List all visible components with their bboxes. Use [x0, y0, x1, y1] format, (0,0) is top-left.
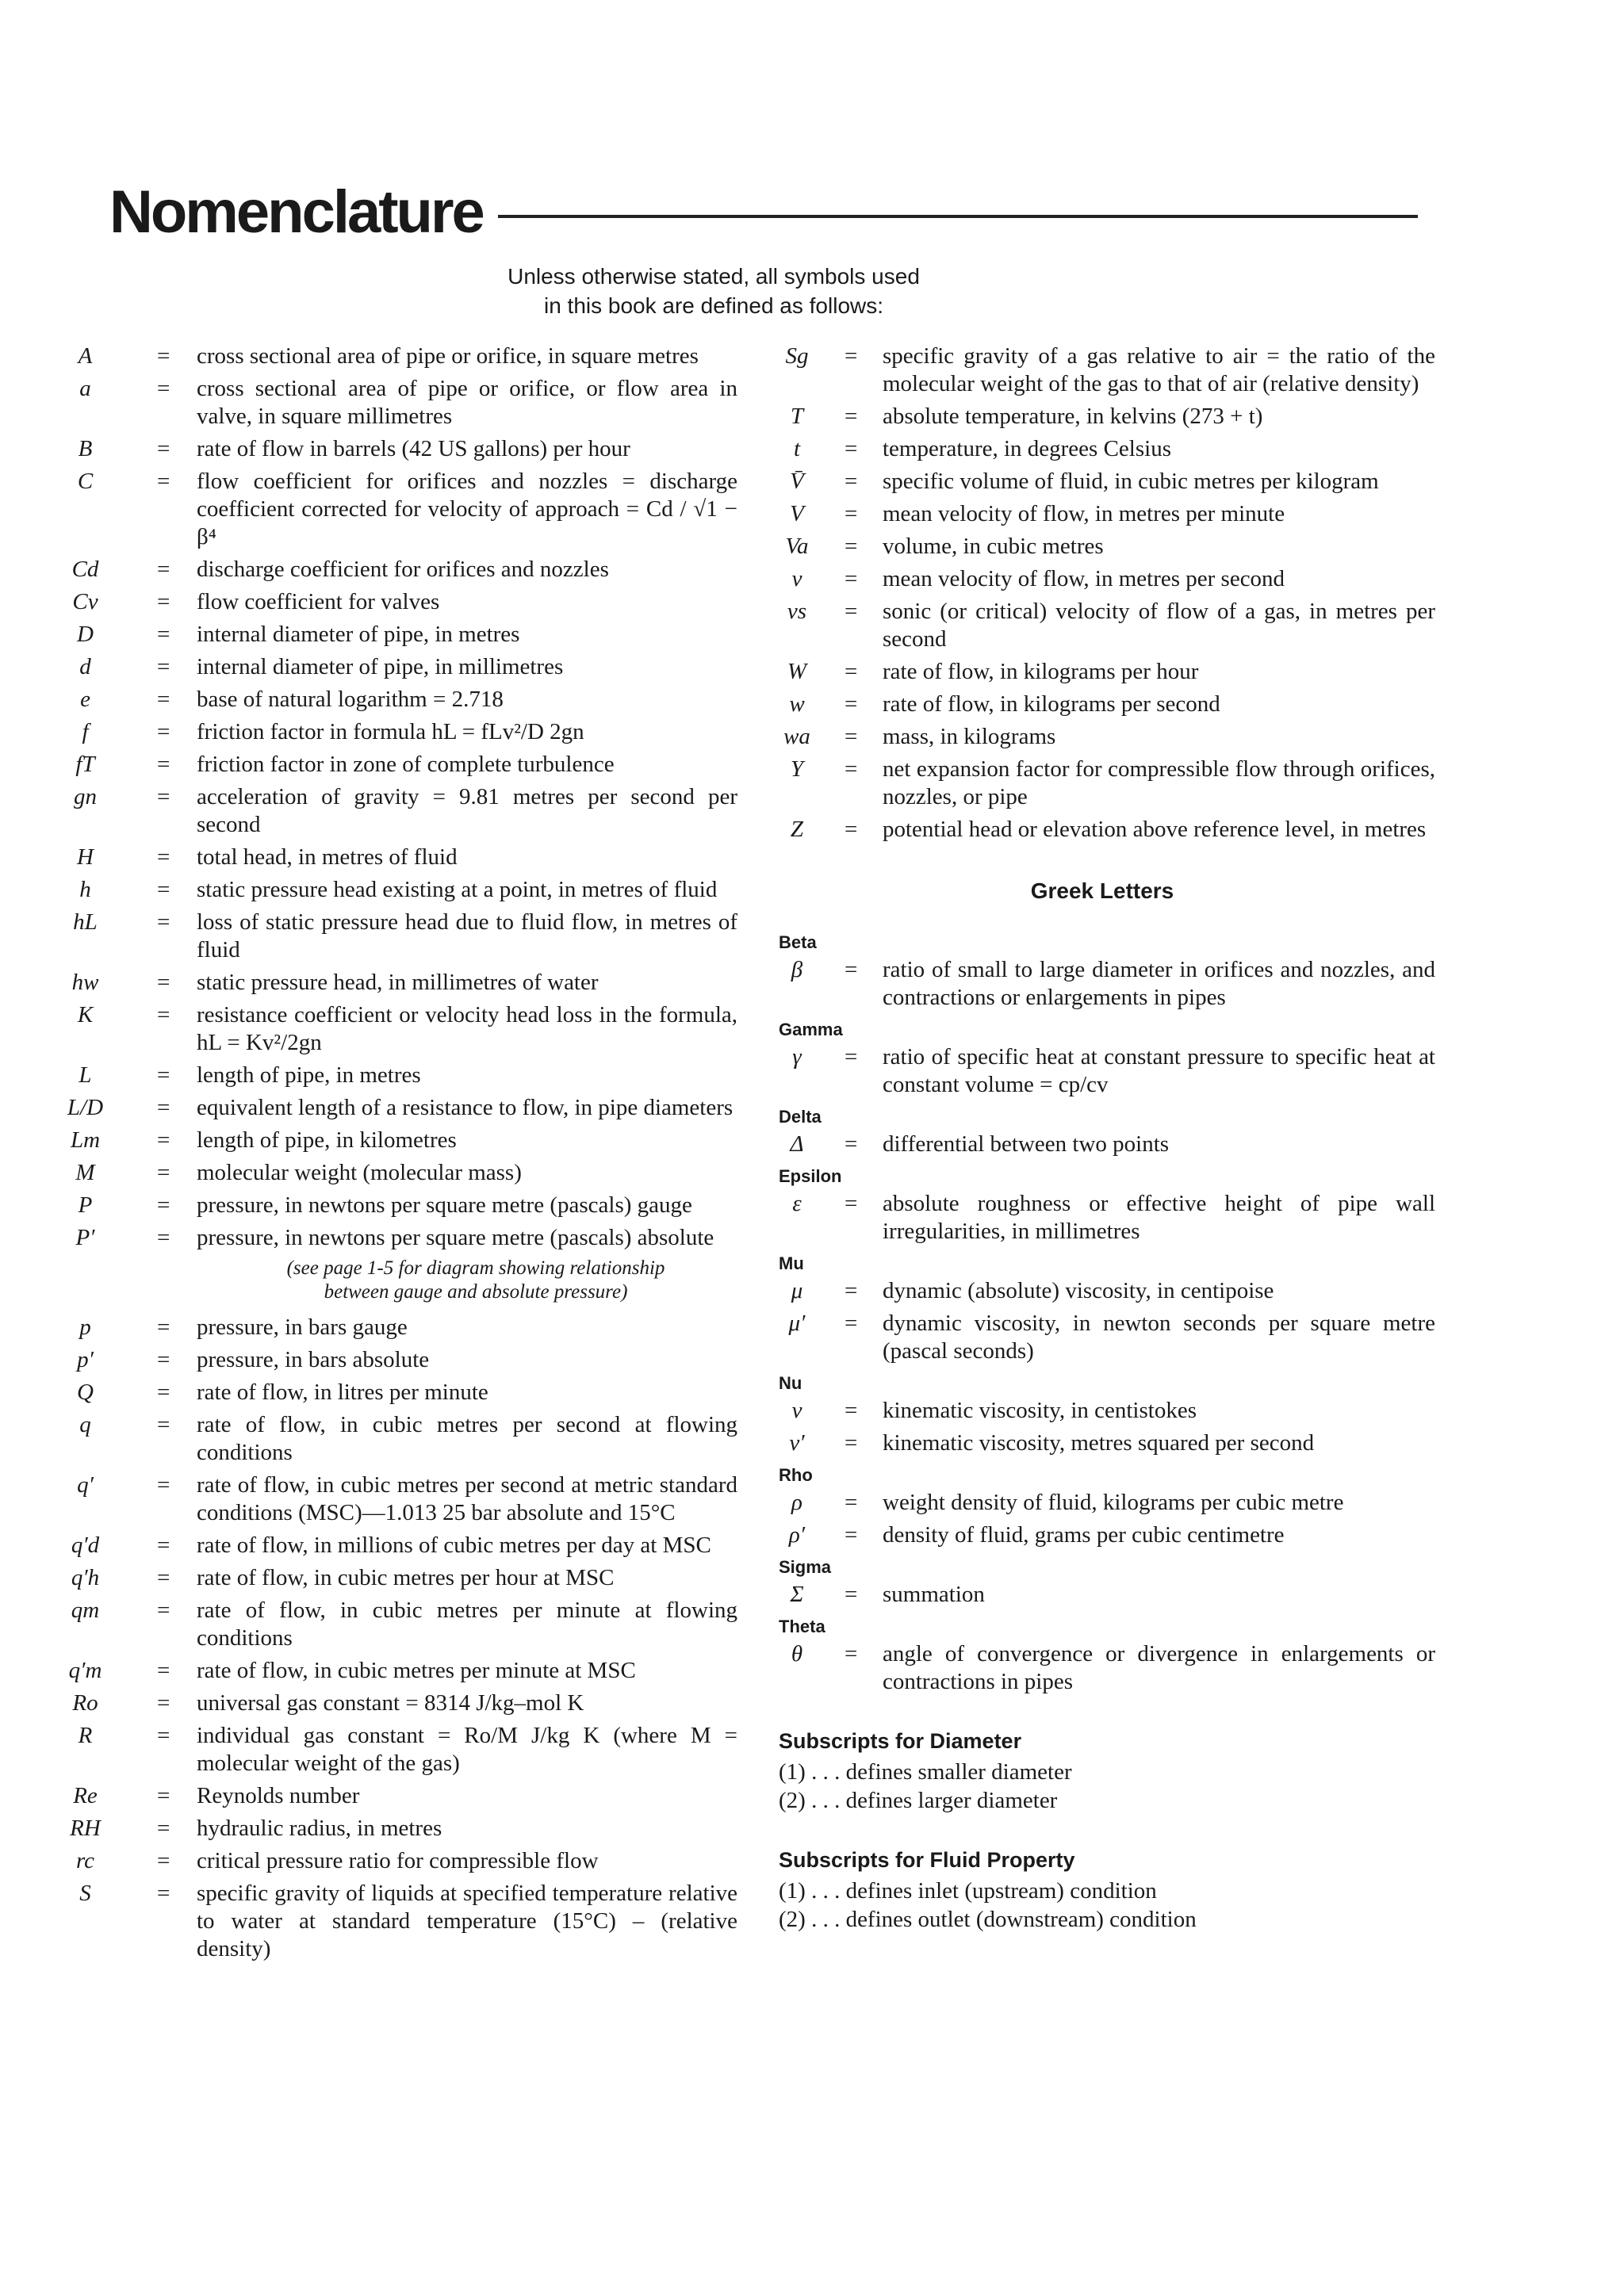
symbol: Ro: [72, 1690, 98, 1716]
equals-sign: =: [157, 844, 170, 870]
symbol: Δ: [790, 1131, 804, 1157]
symbol-definition: rate of flow, in kilograms per second: [883, 691, 1220, 717]
symbol-definition: volume, in cubic metres: [883, 534, 1104, 559]
symbol: p′: [77, 1347, 94, 1372]
greek-letter-name: Mu: [779, 1253, 804, 1273]
symbol: Lm: [70, 1127, 101, 1153]
symbol-entry: [769, 565, 1435, 593]
symbol-entry: [48, 1597, 737, 1652]
symbol-entry: [769, 1521, 1435, 1549]
symbol-entry: [769, 1277, 1435, 1305]
symbol: ν: [791, 1398, 802, 1423]
symbol: f: [82, 719, 89, 744]
symbol-entry: [48, 1471, 737, 1527]
greek-letter-name: Epsilon: [779, 1166, 842, 1186]
symbol-definition: rate of flow, in millions of cubic metres per day at MSC: [197, 1533, 711, 1558]
left-column: [48, 342, 737, 1968]
symbol: T: [790, 404, 804, 429]
symbol-entry: [48, 1722, 737, 1777]
symbol: vs: [787, 599, 807, 624]
symbol-definition: length of pipe, in metres: [197, 1062, 421, 1088]
equals-sign: =: [845, 659, 858, 684]
symbol: θ: [791, 1641, 803, 1667]
symbol-definition: pressure, in newtons per square metre (pascals) gauge: [197, 1192, 692, 1218]
symbol-definition: weight density of fluid, kilograms per cubic metre: [883, 1490, 1344, 1515]
symbol-definition: Reynolds number: [197, 1783, 360, 1808]
equals-sign: =: [157, 1816, 170, 1841]
symbol-entry: [769, 1310, 1435, 1365]
symbol: q′h: [71, 1565, 100, 1590]
symbol: A: [78, 343, 93, 369]
symbol-definition: cross sectional area of pipe or orifice, or flow area in valve, in square millimetres: [197, 376, 737, 429]
symbol-entry: [48, 1815, 737, 1843]
symbol-entry: [48, 1062, 737, 1089]
symbol-entry: [48, 653, 737, 681]
symbol: V: [790, 501, 804, 526]
equals-sign: =: [845, 436, 858, 461]
equals-sign: =: [845, 469, 858, 494]
symbol-definition: ratio of specific heat at constant pressure to specific heat at constant volume = cp/cv: [883, 1044, 1435, 1097]
symbol: q′: [77, 1472, 94, 1498]
symbol: P′: [75, 1225, 95, 1250]
equals-sign: =: [157, 1472, 170, 1498]
symbol-definition: static pressure head, in millimetres of water: [197, 970, 599, 995]
symbol-definition: friction factor in zone of complete turbulence: [197, 752, 615, 777]
symbol-entry: [48, 1379, 737, 1406]
symbol-entry: [48, 1657, 737, 1685]
equals-sign: =: [157, 687, 170, 712]
symbol: ν′: [789, 1430, 805, 1456]
symbol: fT: [75, 752, 95, 777]
equals-sign: =: [157, 1783, 170, 1808]
symbol: β: [791, 957, 803, 982]
equals-sign: =: [157, 1723, 170, 1748]
symbol: M: [75, 1160, 95, 1185]
symbol-entry: [48, 969, 737, 997]
equals-sign: =: [157, 1127, 170, 1153]
symbol-definition: rate of flow, in cubic metres per minute at flowing conditions: [197, 1598, 737, 1651]
symbol: t: [793, 436, 801, 461]
greek-letter-name: Beta: [779, 932, 817, 952]
symbol-entry: [48, 556, 737, 584]
intro-text: [476, 262, 952, 320]
greek-letter-name: Theta: [779, 1617, 825, 1636]
equals-sign: =: [845, 1430, 858, 1456]
symbol-definition: mean velocity of flow, in metres per minute: [883, 501, 1285, 526]
symbol-entry: [48, 588, 737, 616]
equals-sign: =: [157, 1160, 170, 1185]
symbol: C: [77, 469, 94, 494]
symbol-definition: rate of flow, in cubic metres per hour at MSC: [197, 1565, 615, 1590]
symbol-entry: [769, 723, 1435, 751]
symbol-definition: flow coefficient for orifices and nozzles = discharge coefficient corrected for velocity of approach = Cd / √1 − β⁴: [197, 469, 737, 549]
symbol-definition: friction factor in formula hL = fLv²/D 2gn: [197, 719, 584, 744]
symbol: S: [79, 1881, 91, 1906]
symbol-list-right: [769, 342, 1435, 844]
symbol: ρ′: [788, 1522, 806, 1548]
symbol: B: [78, 436, 93, 461]
symbol-definition: absolute temperature, in kelvins (273 + t): [883, 404, 1263, 429]
symbol-entry: [48, 686, 737, 714]
symbol-entry: [769, 756, 1435, 811]
symbol-entry: [48, 783, 737, 839]
equals-sign: =: [845, 1522, 858, 1548]
equals-sign: =: [157, 1690, 170, 1716]
equals-sign: =: [157, 469, 170, 494]
symbol: hL: [73, 909, 98, 935]
symbol: q: [79, 1412, 91, 1437]
symbol: Q: [77, 1380, 94, 1405]
symbol: Y: [790, 756, 804, 782]
equals-sign: =: [157, 1314, 170, 1340]
symbol-definition: ratio of small to large diameter in orifices and nozzles, and contractions or enlargements in pipes: [883, 957, 1435, 1010]
equals-sign: =: [845, 343, 858, 369]
symbol-entry: [48, 1159, 737, 1187]
symbol-entry: [48, 1314, 737, 1341]
symbol-entry: [48, 718, 737, 746]
subscript-fluid-item: (2) . . . defines outlet (downstream) condition: [779, 1907, 1197, 1932]
subscript-diameter-item: (1) . . . defines smaller diameter: [779, 1759, 1072, 1785]
equals-sign: =: [157, 1002, 170, 1027]
pressure-note: (see page 1-5 for diagram showing relationship between gauge and absolute pressure): [286, 1257, 665, 1303]
symbol-entry: [769, 1397, 1435, 1425]
symbol-entry: [48, 1127, 737, 1154]
equals-sign: =: [157, 719, 170, 744]
equals-sign: =: [157, 622, 170, 647]
equals-sign: =: [845, 1191, 858, 1216]
greek-letters-heading: Greek Letters: [1030, 878, 1174, 903]
equals-sign: =: [845, 566, 858, 591]
symbol-entry: [48, 375, 737, 430]
equals-sign: =: [845, 756, 858, 782]
symbol-definition: static pressure head existing at a point, in metres of fluid: [197, 877, 718, 902]
symbol-entry: [48, 1880, 737, 1963]
symbol-entry: [769, 1581, 1435, 1609]
symbol: H: [77, 844, 94, 870]
equals-sign: =: [157, 752, 170, 777]
symbol-definition: rate of flow, in cubic metres per second at metric standard conditions (MSC)—1.013 25 bar absolute and 15°C: [197, 1472, 737, 1525]
symbol-definition: summation: [883, 1582, 985, 1607]
equals-sign: =: [157, 1881, 170, 1906]
symbol: wa: [783, 724, 810, 749]
symbol-entry: [48, 1001, 737, 1057]
symbol-entry: [48, 1192, 737, 1219]
symbol-definition: base of natural logarithm = 2.718: [197, 687, 504, 712]
equals-sign: =: [157, 1062, 170, 1088]
equals-sign: =: [845, 1398, 858, 1423]
symbol-entry: [48, 876, 737, 904]
equals-sign: =: [845, 724, 858, 749]
symbol: w: [789, 691, 805, 717]
symbol-entry: [48, 342, 737, 370]
equals-sign: =: [157, 909, 170, 935]
symbol-entry: [769, 500, 1435, 528]
equals-sign: =: [157, 436, 170, 461]
symbol-list-left: [48, 342, 737, 1252]
greek-letter-list: [769, 932, 1435, 1696]
symbol-definition: sonic (or critical) velocity of flow of a gas, in metres per second: [883, 599, 1435, 652]
symbol-entry: [769, 1131, 1435, 1158]
equals-sign: =: [157, 654, 170, 679]
title-rule: [498, 215, 1418, 218]
symbol-definition: individual gas constant = Ro/M J/kg K (where M = molecular weight of the gas): [197, 1723, 737, 1776]
symbol: rc: [75, 1848, 95, 1873]
equals-sign: =: [157, 877, 170, 902]
symbol-definition: net expansion factor for compressible flow through orifices, nozzles, or pipe: [883, 756, 1435, 809]
equals-sign: =: [845, 957, 858, 982]
symbol-entry: [769, 435, 1435, 463]
symbol-entry: [769, 658, 1435, 686]
equals-sign: =: [157, 1095, 170, 1120]
symbol-definition: internal diameter of pipe, in metres: [197, 622, 520, 647]
subscript-diameter-item: (2) . . . defines larger diameter: [779, 1788, 1058, 1813]
symbol-definition: acceleration of gravity = 9.81 metres per second per second: [197, 784, 737, 837]
subscripts-diameter-heading: Subscripts for Diameter: [779, 1729, 1022, 1753]
symbol-definition: rate of flow in barrels (42 US gallons) per hour: [197, 436, 630, 461]
symbol: gn: [74, 784, 97, 809]
symbol-definition: kinematic viscosity, in centistokes: [883, 1398, 1197, 1423]
symbol: v: [791, 566, 802, 591]
symbol-entry: [48, 1564, 737, 1592]
symbol: Σ: [790, 1582, 804, 1607]
greek-letter-name: Delta: [779, 1107, 822, 1127]
intro-line-2: in this book are defined as follows:: [543, 293, 884, 318]
symbol-entry: [48, 1847, 737, 1875]
symbol-definition: absolute roughness or effective height of pipe wall irregularities, in millimetres: [883, 1191, 1435, 1244]
symbol-entry: [48, 1689, 737, 1717]
symbol-definition: resistance coefficient or velocity head loss in the formula, hL = Kv²/2gn: [197, 1002, 737, 1055]
equals-sign: =: [845, 691, 858, 717]
symbol: qm: [71, 1598, 100, 1623]
symbol: hw: [71, 970, 99, 995]
symbol-definition: equivalent length of a resistance to flow, in pipe diameters: [197, 1095, 733, 1120]
symbol: a: [79, 376, 91, 401]
symbol-entry: [48, 621, 737, 649]
symbol-definition: angle of convergence or divergence in enlargements or contractions in pipes: [883, 1641, 1435, 1694]
equals-sign: =: [845, 1641, 858, 1667]
symbol-definition: rate of flow, in litres per minute: [197, 1380, 488, 1405]
symbol-entry: [769, 468, 1435, 496]
equals-sign: =: [157, 1658, 170, 1683]
page-header: [109, 178, 1418, 246]
symbol-entry: [769, 1429, 1435, 1457]
symbol-entry: [48, 435, 737, 463]
symbol: Va: [785, 534, 809, 559]
symbol: Re: [73, 1783, 98, 1808]
symbol-definition: discharge coefficient for orifices and nozzles: [197, 557, 609, 582]
symbol: ρ: [791, 1490, 802, 1515]
symbol-entry: [769, 691, 1435, 718]
symbol: Cv: [72, 589, 98, 614]
equals-sign: =: [845, 534, 858, 559]
symbol: D: [77, 622, 94, 647]
symbol-entry: [48, 1346, 737, 1374]
equals-sign: =: [845, 1131, 858, 1157]
symbol-entry: [48, 1411, 737, 1467]
symbol: W: [787, 659, 807, 684]
symbol: V̄: [790, 469, 804, 494]
equals-sign: =: [845, 501, 858, 526]
symbol: L/D: [67, 1095, 104, 1120]
symbol-definition: cross sectional area of pipe or orifice, in square metres: [197, 343, 699, 369]
symbol-definition: pressure, in bars absolute: [197, 1347, 430, 1372]
symbol-entry: [769, 533, 1435, 561]
symbol-definition: flow coefficient for valves: [197, 589, 440, 614]
greek-letter-name: Rho: [779, 1465, 813, 1485]
symbol-definition: total head, in metres of fluid: [197, 844, 458, 870]
symbol-definition: length of pipe, in kilometres: [197, 1127, 457, 1153]
symbol-definition: density of fluid, grams per cubic centimetre: [883, 1522, 1285, 1548]
symbol-definition: specific gravity of a gas relative to air = the ratio of the molecular weight of the gas to that of air (relative density): [883, 343, 1435, 396]
symbol-list-left-2: [48, 1314, 737, 1963]
symbol-definition: mean velocity of flow, in metres per second: [883, 566, 1285, 591]
symbol: p: [79, 1314, 91, 1340]
symbol-definition: rate of flow, in cubic metres per second at flowing conditions: [197, 1412, 737, 1465]
symbol-definition: hydraulic radius, in metres: [197, 1816, 442, 1841]
page-title: Nomenclature: [109, 178, 483, 246]
equals-sign: =: [845, 1278, 858, 1303]
equals-sign: =: [157, 589, 170, 614]
symbol: P: [78, 1192, 93, 1218]
symbol-definition: critical pressure ratio for compressible flow: [197, 1848, 599, 1873]
symbol-entry: [769, 342, 1435, 398]
symbol-entry: [48, 468, 737, 551]
symbol-definition: pressure, in bars gauge: [197, 1314, 408, 1340]
greek-letter-name: Gamma: [779, 1020, 843, 1039]
symbol-definition: molecular weight (molecular mass): [197, 1160, 522, 1185]
symbol: K: [77, 1002, 94, 1027]
equals-sign: =: [845, 1490, 858, 1515]
symbol: ε: [792, 1191, 802, 1216]
symbol-entry: [48, 751, 737, 779]
equals-sign: =: [845, 404, 858, 429]
symbol-definition: specific gravity of liquids at specified temperature relative to water at standard temperature (15°C) – (relative density): [197, 1881, 737, 1961]
equals-sign: =: [845, 1044, 858, 1070]
symbol-definition: temperature, in degrees Celsius: [883, 436, 1171, 461]
symbol: L: [79, 1062, 92, 1088]
symbol-definition: kinematic viscosity, metres squared per second: [883, 1430, 1315, 1456]
symbol-entry: [48, 1532, 737, 1559]
symbol-definition: universal gas constant = 8314 J/kg–mol K: [197, 1690, 584, 1716]
equals-sign: =: [157, 376, 170, 401]
symbol-entry: [769, 816, 1435, 844]
symbol: h: [79, 877, 91, 902]
symbol: μ: [791, 1278, 803, 1303]
symbol-definition: specific volume of fluid, in cubic metres per kilogram: [883, 469, 1379, 494]
right-column: [769, 342, 1435, 1934]
symbol: e: [80, 687, 90, 712]
subscripts-fluid-heading: Subscripts for Fluid Property: [779, 1848, 1075, 1872]
symbol-entry: [48, 844, 737, 871]
equals-sign: =: [157, 1533, 170, 1558]
equals-sign: =: [157, 1565, 170, 1590]
symbol-entry: [769, 1640, 1435, 1696]
symbol-definition: rate of flow, in kilograms per hour: [883, 659, 1199, 684]
symbol: R: [78, 1723, 93, 1748]
equals-sign: =: [157, 1598, 170, 1623]
symbol: d: [79, 654, 91, 679]
symbol-entry: [769, 956, 1435, 1012]
symbol-entry: [48, 1094, 737, 1122]
symbol: μ′: [788, 1311, 806, 1336]
symbol: q′d: [71, 1533, 100, 1558]
greek-letter-name: Sigma: [779, 1557, 832, 1577]
symbol-entry: [769, 403, 1435, 430]
equals-sign: =: [845, 1311, 858, 1336]
symbol-definition: potential head or elevation above reference level, in metres: [883, 817, 1427, 842]
symbol-definition: internal diameter of pipe, in millimetres: [197, 654, 564, 679]
symbol-entry: [48, 1224, 737, 1252]
equals-sign: =: [157, 784, 170, 809]
equals-sign: =: [157, 1412, 170, 1437]
symbol-definition: dynamic (absolute) viscosity, in centipoise: [883, 1278, 1274, 1303]
equals-sign: =: [157, 343, 170, 369]
equals-sign: =: [157, 1848, 170, 1873]
equals-sign: =: [157, 1225, 170, 1250]
equals-sign: =: [845, 817, 858, 842]
equals-sign: =: [157, 1347, 170, 1372]
symbol: Sg: [785, 343, 809, 369]
intro-line-1: Unless otherwise stated, all symbols used: [508, 264, 920, 289]
symbol-definition: differential between two points: [883, 1131, 1170, 1157]
symbol: γ: [792, 1044, 802, 1070]
symbol-definition: loss of static pressure head due to fluid flow, in metres of fluid: [197, 909, 737, 962]
symbol-definition: rate of flow, in cubic metres per minute at MSC: [197, 1658, 636, 1683]
subscript-fluid-item: (1) . . . defines inlet (upstream) condition: [779, 1878, 1157, 1904]
equals-sign: =: [157, 1380, 170, 1405]
equals-sign: =: [845, 1582, 858, 1607]
equals-sign: =: [157, 970, 170, 995]
symbol-entry: [769, 598, 1435, 653]
symbol: q′m: [68, 1658, 102, 1683]
symbol-entry: [769, 1043, 1435, 1099]
symbol-definition: pressure, in newtons per square metre (pascals) absolute: [197, 1225, 714, 1250]
symbol: Cd: [71, 557, 99, 582]
symbol-entry: [48, 1782, 737, 1810]
equals-sign: =: [157, 1192, 170, 1218]
symbol-entry: [769, 1489, 1435, 1517]
symbol: RH: [70, 1816, 101, 1841]
symbol-definition: mass, in kilograms: [883, 724, 1056, 749]
symbol-entry: [48, 909, 737, 964]
equals-sign: =: [157, 557, 170, 582]
symbol-entry: [769, 1190, 1435, 1246]
symbol: Z: [790, 817, 804, 842]
equals-sign: =: [845, 599, 858, 624]
greek-letter-name: Nu: [779, 1373, 802, 1393]
symbol-definition: dynamic viscosity, in newton seconds per square metre (pascal seconds): [883, 1311, 1435, 1364]
